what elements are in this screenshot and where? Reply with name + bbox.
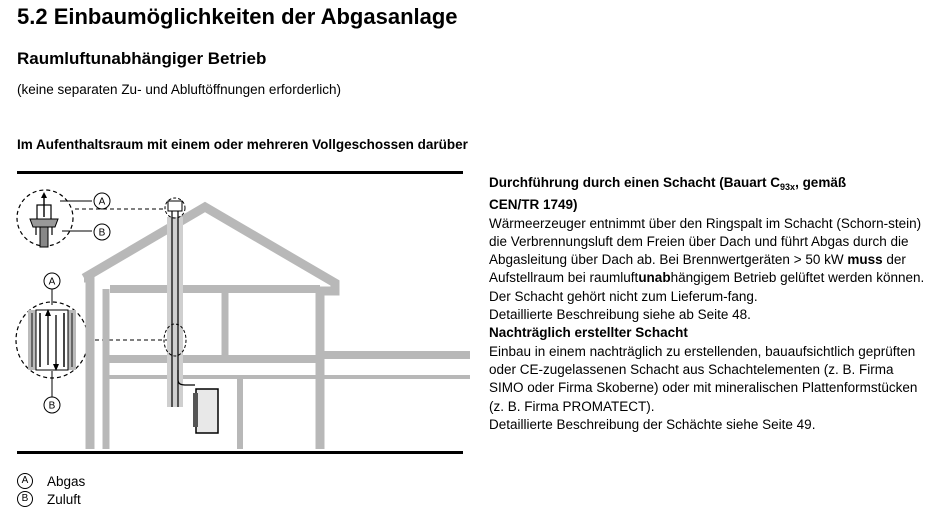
legend-letter-a: A: [17, 473, 33, 489]
installation-diagram: [10, 175, 470, 455]
description-paragraph-1: Wärmeerzeuger entnimmt über den Ringspalt im Schacht (Schorn-stein) die Verbrennungsluft dem Freien über Dach und führt Abgas durch die Abgasleitung über Dach ab. Bei Brennwertgeräten > 50 kW muss der Aufstellraum bei raumluftunabhängigem Betrieb gelüftet werden können. Der Schacht gehört nicht zum Lieferum-fang.: [489, 215, 925, 304]
label-a-top-text: A: [98, 196, 106, 208]
label-b-shaft-text: B: [48, 400, 56, 412]
description-heading: Durchführung durch einen Schacht (Bauart $C_{93x}$, gemäß CEN/TR 1749): [489, 175, 847, 213]
description-paragraph-2: Einbau in einem nachträglich zu erstellenden, bauaufsichtlich geprüften oder CE-zugelassenen Schacht aus Schachtelementen (z. B. Firma SIMO oder Firma Skoberne) oder mit mineralischen Plattenformstücken (z. B. Firma PROMATECT).: [489, 343, 918, 414]
top-rule: [17, 171, 463, 174]
legend-label-abgas: Abgas: [47, 473, 86, 489]
legend-item-abgas: [17, 473, 85, 489]
legend-letter-b: B: [17, 491, 33, 507]
house-outline: [84, 207, 470, 449]
roof-detail: [17, 190, 92, 247]
legend-label-zuluft: Zuluft: [47, 491, 81, 507]
legend-item-zuluft: [17, 491, 81, 507]
boiler: [193, 389, 218, 433]
context-heading: Im Aufenthaltsraum mit einem oder mehreren Vollgeschossen darüber: [17, 137, 468, 152]
section-title: 5.2 Einbaumöglichkeiten der Abgasanlage: [17, 4, 458, 29]
description-reference-2: Detaillierte Beschreibung der Schächte siehe Seite 49.: [489, 416, 816, 432]
description: [489, 174, 929, 434]
description-reference-1: Detaillierte Beschreibung siehe ab Seite 48.: [489, 307, 751, 323]
subnote: (keine separaten Zu- und Abluftöffnungen erforderlich): [17, 82, 341, 97]
label-b-top-text: B: [98, 227, 106, 239]
subtitle: Raumluftunabhängiger Betrieb: [17, 49, 267, 68]
label-a-shaft-text: A: [48, 276, 56, 288]
description-heading-2: Nachträglich erstellter Schacht: [489, 325, 688, 341]
bottom-rule: [17, 451, 463, 454]
